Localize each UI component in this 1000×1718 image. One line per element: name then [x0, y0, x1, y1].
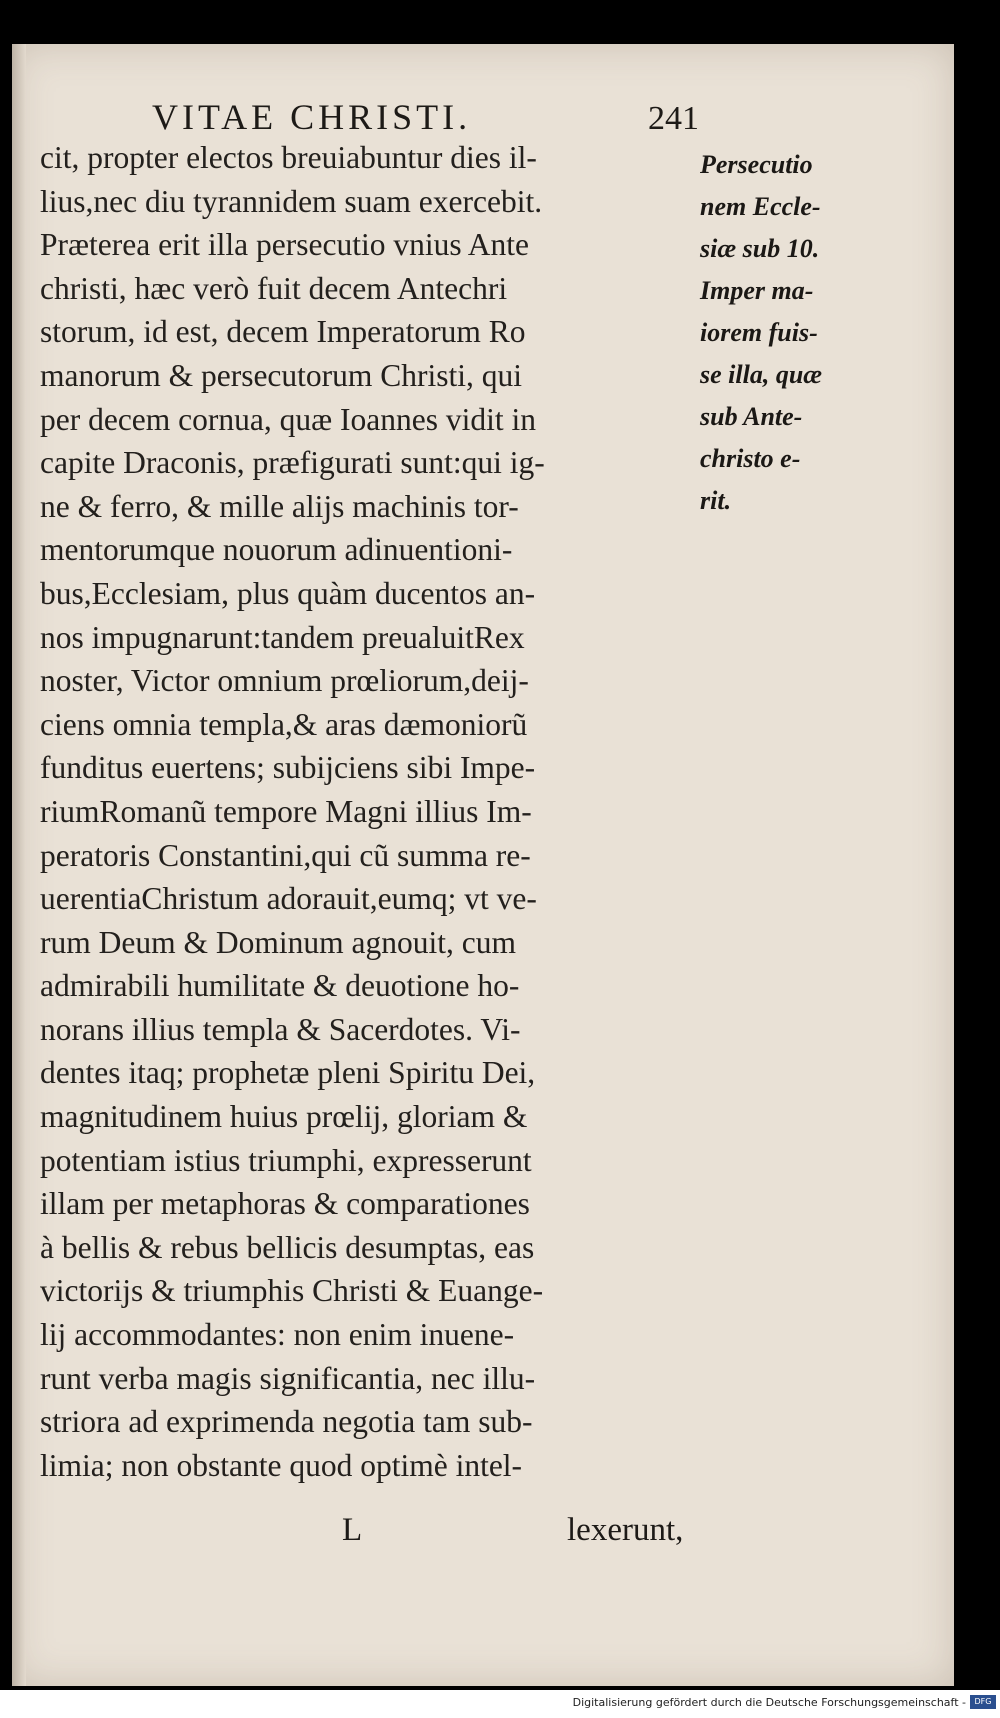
text-line: bus,Ecclesiam, plus quàm ducentos an- [40, 575, 536, 611]
text-line: cit, propter electos breuiabuntur dies il- [40, 140, 537, 175]
text-line: illam per metaphoras & comparationes [40, 1186, 530, 1222]
margin-note-line: rit. [700, 486, 732, 515]
catchword: lexerunt, [567, 1512, 684, 1548]
signature-mark: L [342, 1512, 363, 1548]
text-line: à bellis & rebus bellicis desumptas, eas [40, 1229, 535, 1265]
margin-note-line: se illa, quæ [700, 360, 823, 389]
text-line: riumRomanũ tempore Magni illius Im- [40, 793, 532, 829]
page-gutter-edge [12, 44, 26, 1686]
text-line: lius,nec diu tyrannidem suam exercebit. [40, 183, 543, 219]
margin-note-line: iorem fuis- [700, 318, 818, 347]
text-line: dentes itaq; prophetæ pleni Spiritu Dei, [40, 1055, 536, 1091]
margin-note-line: nem Eccle- [700, 192, 821, 221]
text-line: lij accommodantes: non enim inuene- [40, 1317, 515, 1353]
text-line: admirabili humilitate & deuotione ho- [40, 968, 520, 1004]
digitization-footer [0, 1690, 1000, 1718]
margin-note-line: siæ sub 10. [700, 234, 820, 263]
running-head: VITAE CHRISTI. [152, 97, 472, 137]
text-line: ne & ferro, & mille alijs machinis tor- [40, 488, 519, 524]
text-line: runt verba magis significantia, nec illu- [40, 1360, 536, 1396]
text-line: storum, id est, decem Imperatorum Ro [40, 314, 526, 350]
text-line: limia; non obstante quod optimè intel- [40, 1447, 523, 1483]
text-line: rum Deum & Dominum agnouit, cum [40, 924, 516, 960]
text-line: magnitudinem huius prœlij, gloriam & [40, 1099, 528, 1135]
page-number: 241 [648, 100, 699, 137]
margin-note-line: christo e- [700, 444, 801, 473]
funding-credit: Digitalisierung gefördert durch die Deutsche Forschungsgemeinschaft - [572, 1696, 966, 1709]
text-line: nos impugnarunt:tandem preualuitRex [40, 619, 525, 655]
text-line: ciens omnia templa,& aras dæmoniorũ [40, 706, 528, 742]
text-line: potentiam istius triumphi, expresserunt [40, 1142, 532, 1178]
text-line: mentorumque nouorum adinuentioni- [40, 532, 513, 568]
main-text-block [40, 136, 720, 1487]
text-line: christi, hæc verò fuit decem Antechri [40, 270, 508, 306]
book-page [12, 44, 954, 1686]
marginal-note [700, 144, 860, 522]
text-line: norans illius templa & Sacerdotes. Vi- [40, 1011, 521, 1047]
margin-note-line: Imper ma- [700, 276, 814, 305]
text-line: striora ad exprimenda negotia tam sub- [40, 1404, 533, 1440]
margin-note-line: sub Ante- [700, 402, 803, 431]
text-line: Præterea erit illa persecutio vnius Ante [40, 227, 529, 263]
dfg-logo-icon: DFG [970, 1695, 996, 1709]
margin-note-line: Persecutio [700, 150, 813, 179]
text-line: victorijs & triumphis Christi & Euange- [40, 1273, 544, 1309]
text-line: uerentiaChristum adorauit,eumq; vt ve- [40, 881, 537, 917]
text-line: funditus euertens; subijciens sibi Impe- [40, 750, 536, 786]
text-line: manorum & persecutorum Christi, qui [40, 357, 523, 393]
text-line: capite Draconis, præfigurati sunt:qui ig- [40, 445, 545, 481]
text-line: noster, Victor omnium prœliorum,deij- [40, 663, 529, 699]
text-line: peratoris Constantini,qui cũ summa re- [40, 837, 531, 873]
text-line: per decem cornua, quæ Ioannes vidit in [40, 401, 536, 437]
